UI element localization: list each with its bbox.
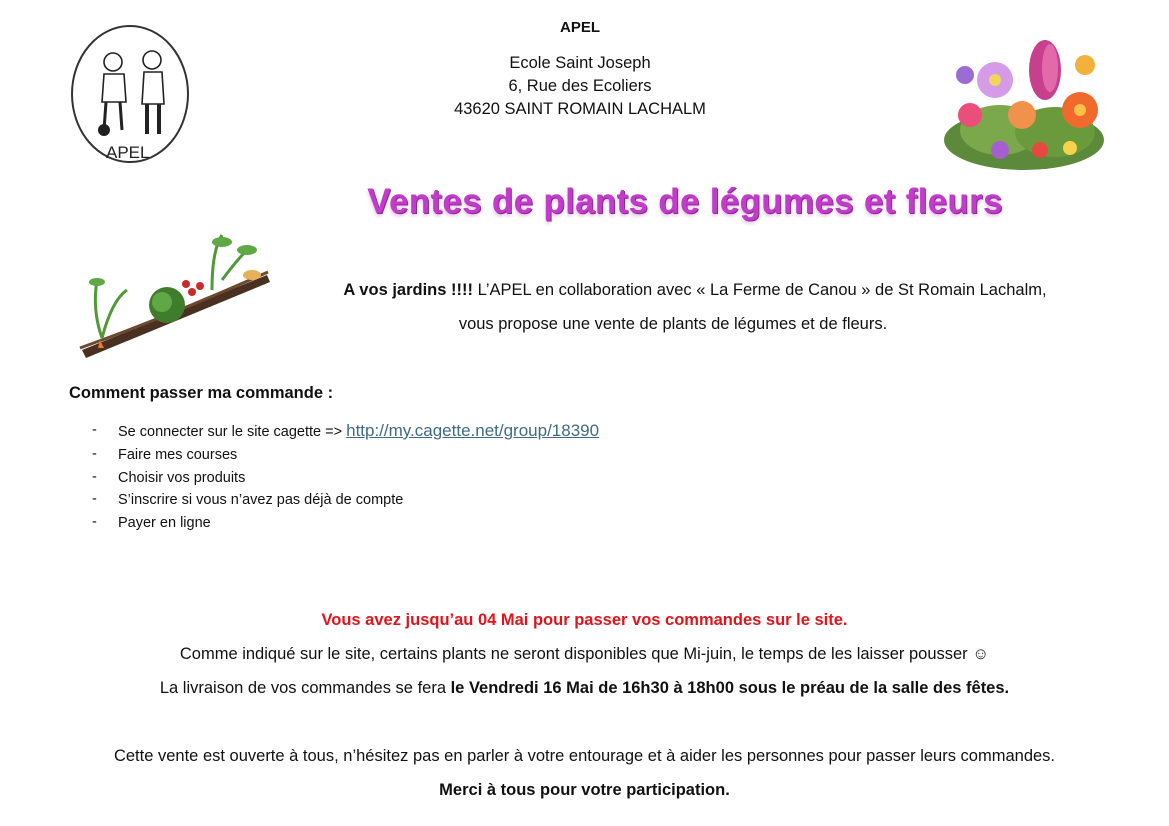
list-item (92, 512, 599, 535)
intro-line-2: vous propose une vente de plants de légumes et de fleurs. (458, 315, 888, 333)
delivery-prefix: La livraison de vos commandes se fera (159, 679, 451, 697)
flowers-illustration-icon (940, 20, 1108, 180)
step-text: S’inscrire si vous n’avez pas déjà de compte (118, 492, 404, 508)
deadline-notice: Vous avez jusqu’au 04 Mai pour passer vos commandes sur le site. (321, 611, 848, 629)
intro-bold: A vos jardins !!!! (343, 281, 473, 299)
org-name: APEL (559, 19, 600, 36)
availability-note: Comme indiqué sur le site, certains plants ne seront disponibles que Mi-juin, le temps de les laisser pousser ☺ (179, 645, 990, 663)
bullet-dash: - (92, 513, 97, 530)
step-text: Faire mes courses (118, 447, 238, 463)
howto-heading: Comment passer ma commande : (69, 384, 334, 402)
step-text: Payer en ligne (118, 514, 211, 531)
page-title: Ventes de plants de légumes et fleurs (367, 182, 1003, 221)
delivery-details: le Vendredi 16 Mai de 16h30 à 18h00 sous le préau de la salle des fêtes. (450, 679, 1010, 697)
list-item (92, 444, 599, 467)
list-item (92, 467, 599, 490)
steps-list (92, 420, 599, 534)
step-text: Se connecter sur le site cagette => (118, 424, 347, 440)
street-address: 6, Rue des Ecoliers (508, 77, 652, 95)
vegetables-illustration-icon (72, 220, 272, 360)
bullet-dash: - (92, 422, 97, 438)
bullet-dash: - (92, 491, 97, 507)
bullet-dash: - (92, 468, 97, 485)
step-text: Choisir vos produits (118, 469, 246, 486)
city-address: 43620 SAINT ROMAIN LACHALM (454, 100, 706, 118)
cagette-link[interactable]: http://my.cagette.net/group/18390 (346, 421, 600, 440)
list-item (92, 420, 599, 444)
intro-line-1 (300, 281, 1090, 300)
delivery-info (0, 679, 1169, 698)
apel-logo-icon (68, 22, 198, 167)
list-item (92, 489, 599, 512)
address-block (400, 52, 760, 121)
open-to-all-text: Cette vente est ouverte à tous, n’hésitez pas en parler à votre entourage et à aider les personnes pour passer leurs commandes. (113, 747, 1056, 765)
thanks-text: Merci à tous pour votre participation. (439, 781, 730, 799)
intro-rest: L’APEL en collaboration avec « La Ferme de Canou » de St Romain Lachalm, (473, 281, 1047, 299)
school-name: Ecole Saint Joseph (509, 54, 651, 72)
bullet-dash: - (92, 446, 97, 462)
logo-label: APEL (106, 143, 150, 162)
